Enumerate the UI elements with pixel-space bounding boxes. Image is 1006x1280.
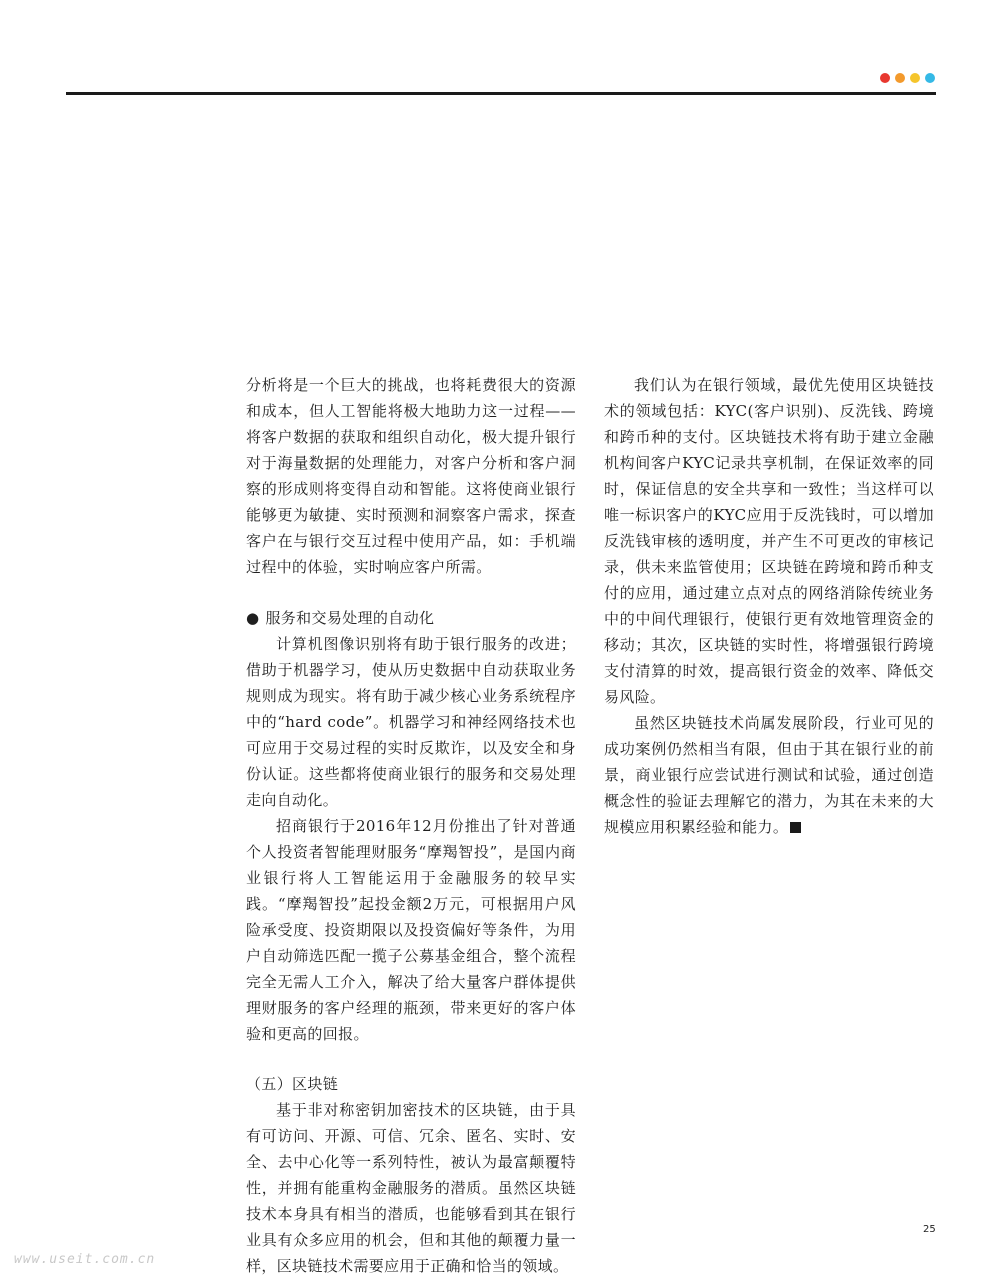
section-heading: （五）区块链 [246, 1075, 339, 1093]
paragraph: 我们认为在银行领域，最优先使用区块链技术的领域包括：KYC(客户识别)、反洗钱、跨境和跨币种的支付。区块链技术将有助于建立金融机构间客户KYC记录共享机制，在保证效率的同时，保证信息的安全共享和一致性；当这样可以唯一标识客户的KYC应用于反洗钱时，可以增加反洗钱审核的透明度，并产生不可更改的审核记录，供未来监管使用；区块链在跨境和跨币种支付的应用，通过建立点对点的网络消除传统业务中的中间代理银行，使银行更有效地管理资金的移动；其次，区块链的实时性，将增强银行跨境支付清算的时效，提高银行资金的效率、降低交易风险。 [604, 376, 934, 706]
paragraph: 分析将是一个巨大的挑战，也将耗费很大的资源和成本，但人工智能将极大地助力这一过程——将客户数据的获取和组织自动化，极大提升银行对于海量数据的处理能力，对客户分析和客户洞察的形成则将变得自动和智能。这将使商业银行能够更为敏捷、实时预测和洞察客户需求，探查客户在与银行交互过程中使用产品，如：手机端过程中的体验，实时响应客户所需。 [246, 376, 576, 576]
paragraph [604, 710, 934, 840]
blue-dot [925, 73, 935, 83]
bullet-heading [246, 605, 576, 631]
bullet-icon: ● [246, 609, 260, 627]
red-dot [880, 73, 890, 83]
end-square-icon [790, 822, 801, 833]
header-color-dots [880, 73, 935, 83]
yellow-dot [910, 73, 920, 83]
orange-dot [895, 73, 905, 83]
page-number: 25 [923, 1224, 936, 1235]
paragraph-text: 虽然区块链技术尚属发展阶段，行业可见的成功案例仍然相当有限，但由于其在银行业的前景，商业银行应尝试进行测试和试验，通过创造概念性的验证去理解它的潜力，为其在未来的大规模应用积累经验和能力。 [604, 714, 934, 836]
paragraph: 招商银行于2016年12月份推出了针对普通个人投资者智能理财服务“摩羯智投”，是国内商业银行将人工智能运用于金融服务的较早实践。“摩羯智投”起投金额2万元，可根据用户风险承受度、投资期限以及投资偏好等条件，为用户自动筛选匹配一揽子公募基金组合，整个流程完全无需人工介入，解决了给大量客户群体提供理财服务的客户经理的瓶颈，带来更好的客户体验和更高的回报。 [246, 817, 576, 1043]
header-rule [66, 92, 936, 95]
bullet-heading-text: 服务和交易处理的自动化 [265, 609, 435, 627]
watermark: www.useit.com.cn [14, 1252, 156, 1267]
paragraph: 基于非对称密钥加密技术的区块链，由于具有可访问、开源、可信、冗余、匿名、实时、安全、去中心化等一系列特性，被认为最富颠覆特性，并拥有能重构金融服务的潜质。虽然区块链技术本身具有相当的潜质，也能够看到其在银行业具有众多应用的机会，但和其他的颠覆力量一样，区块链技术需要应用于正确和恰当的领域。 [246, 1101, 576, 1275]
right-column [604, 372, 934, 840]
paragraph: 计算机图像识别将有助于银行服务的改进；借助于机器学习，使从历史数据中自动获取业务规则成为现实。将有助于减少核心业务系统程序中的“hard code”。机器学习和神经网络技术也可应用于交易过程的实时反欺诈，以及安全和身份认证。这些都将使商业银行的服务和交易处理走向自动化。 [246, 635, 576, 809]
left-column [246, 372, 576, 1279]
